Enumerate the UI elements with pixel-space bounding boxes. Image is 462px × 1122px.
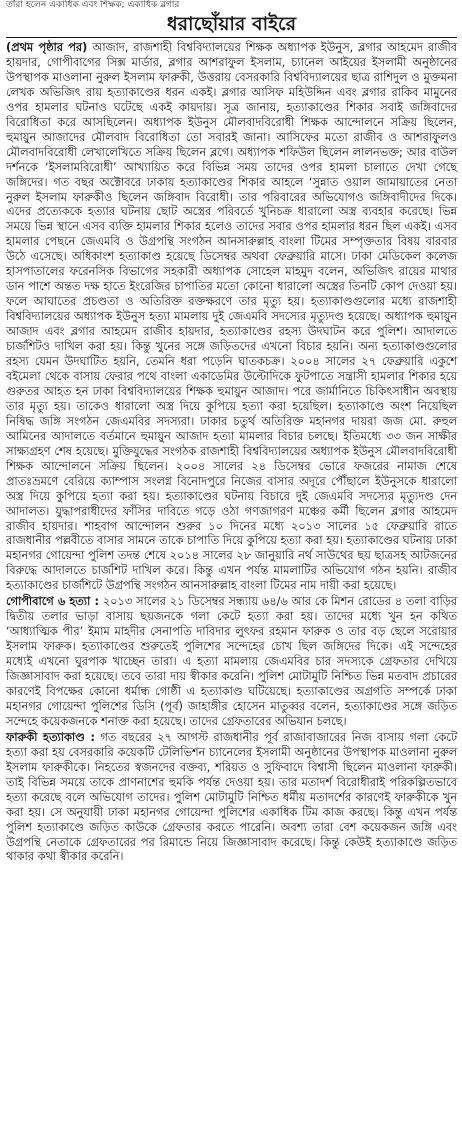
article-paragraph-gopibag <box>6 595 457 730</box>
paragraph-text: ২০১৩ সালের ২১ ডিসেম্বর সন্ধ্যায় ৬৪/৬ আর কে মিশন রোডের ৪ তলা বাড়ির দ্বিতীয় তলার ভাড়া বাসায় ছয়জনকে গলা কেটে হত্যা করা হয়। তাদের মধ্যে খুন হন কথিত ‘আধ্যাত্মিক পীর’ ইমাম মাহদীর সেনাপতি দাবিদার লুৎফর রহমান ফারুক ও তার বড় ছেলে সরোয়ার ইসলাম ফারুক। হত্যাকাণ্ডের শুরুতেই পুলিশের সন্দেহের চোখ ছিল জঙ্গিদের দিকে। এই সন্দেহের মধ্যেই এখনো ঘুরপাক খাচ্ছেন তারা। এ হত্যা মামলায় জেএমবির চার সদস্যকে গ্রেফতার দেখিয়ে জিজ্ঞাসাবাদ করা হয়েছে। তবে তারা দায় স্বীকার করেনি। পুলিশ মোটামুটি নিশ্চিত ভিন্ন মতবাদ প্রচারের কারণেই বিপক্ষের কোনো ধর্মান্ধ গোষ্ঠী এ হত্যাকাণ্ড ঘটিয়েছে। হত্যাকাণ্ডের অগ্রগতি সম্পর্কে ঢাকা মহানগর গোয়েন্দা পুলিশের ডিসি (পূর্ব) জাহাঙ্গীর হোসেন মাতুব্বর বলেন, হত্যাকাণ্ডের সঙ্গে জড়িত সন্দেহে কয়েকজনকে শনাক্ত করা হয়েছে। তাদের গ্রেফতারের অভিযান চলছে। <box>6 595 457 728</box>
section-heading-faruki: ফারুকী হত্যাকাণ্ড : <box>6 730 95 744</box>
continuation-marker: (প্রথম পৃষ্ঠার পর) <box>6 41 88 54</box>
paragraph-text: আজাদ, রাজশাহী বিশ্ববিদ্যালয়ের শিক্ষক অধ্যাপক ইউনুস, ব্লগার আহমেদ রাজীব হায়দার, গোপীবাগের সিক্স মার্ডার, ব্লগার আশরাফুল ইসলাম, চ্যানেল আইয়ের ইসলামী অনুষ্ঠানের উপস্থাপক মাওলানা নুরুল ইসলাম ফারুকী, উত্তরায় বেসরকারি বিশ্ববিদ্যালয়ের ছাত্র রাশিদুল ও মুক্তমনা লেখক অভিজিৎ রায় হত্যাকাণ্ডের ধরন একই। ব্লগার আসিফ মহিউদ্দিন এবং ব্লগার রাকিব মামুনের ওপর হামলার ঘটনাও ঘটেছে একই কায়দায়। সূত্র জানায়, হত্যাকাণ্ডের শিকার সবাই জঙ্গিবাদের বিরোধিতা করে আসছিলেন। অধ্যাপক ইউনুস মৌলবাদবিরোধী শিক্ষক আন্দোলনে সক্রিয় ছিলেন, হুমায়ুন আজাদের মৌলবাদ বিরোধিতা তো সবারই জানা। আসিফের মতো রাজীব ও আশরাফুলও মৌলবাদবিরোধী লেখালেখিতে সক্রিয় ছিলেন ব্লগে। অধ্যাপক শফিউল ছিলেন লালনভক্ত; আর বাউল দর্শনকে ‘ইসলামবিরোধী’ আখ্যায়িত করে বিভিন্ন সময় তাদের ওপর হামলা চালাতে দেখা গেছে জঙ্গিদের। গত বছর অক্টোবরে ঢাকায় হত্যাকাণ্ডের শিকার আহলে ‘সুন্নাত ওয়াল জামায়াতের নেতা নুরুল ইসলাম ফারুকীও ছিলেন জঙ্গিবাদ বিরোধী। তার পরিবারের অভিযোগও জঙ্গিবাদীদের দিকে। এদের প্রত্যেককে হত্যার ঘটনায় ছোট অস্ত্রের পরিবর্তে খুনিচক্র ধারালো অস্ত্র ব্যবহার করেছে। ভিন্ন সময়ে ভিন্ন স্থানে এসব ব্যক্তি হামলার শিকার হলেও তাদের সবার ওপর হামলার ধরন ছিল একই। এসব হামলার পেছনে জেএমবি ও উগ্রপন্থি সংগঠন আনসারুল্লাহ বাংলা টিমের সম্পৃক্ততার বিষয় বারবার উঠে এসেছে। অধিকাংশ হত্যাকাণ্ড হয়েছে ডিসেম্বর অথবা ফেব্রুয়ারি মাসে। ঢাকা মেডিকেল কলেজ হাসপাতালের ফরেনসিক বিভাগের সহকারী অধ্যাপক সোহেল মাহমুদ বলেন, অভিজিৎ রায়ের মাথার ডান পাশে অন্তত দক্ষ হাতে ইংরেজির চাপাতির মতো কোনো ধারালো অস্ত্রের তিনটি কোপ দেওয়া হয়। ফলে আঘাতের প্রচণ্ডতা ও অতিরিক্ত রক্তক্ষরণে তার মৃত্যু হয়। হত্যাকাণ্ডগুলোর মধ্যে রাজশাহী বিশ্ববিদ্যালয়ের অধ্যাপক ইউনুস হত্যা মামলায় দুই জেএমবি সদস্যের মৃত্যুদণ্ড হয়েছে। অধ্যাপক হুমায়ুন আজাদ এবং ব্লগার আহমেদ রাজীব হায়দার, হত্যাকাণ্ডের রহস্য উদঘাটন করে পুলিশ। আদালতে চার্জশিটও দাখিল করা হয়। কিন্তু খুনের সঙ্গে জড়িতদের এখনো বিচার হয়নি। অন্য হত্যাকাণ্ডগুলোর রহস্য যেমন উদঘাটিত হয়নি, তেমনি ধরা পড়েনি ঘাতকচক্র। ২০০৪ সালের ২৭ ফেব্রুয়ারি একুশে বইমেলা থেকে বাসায় ফেরার পথে বাংলা একাডেমির উল্টোদিকে ফুটপাতে সন্ত্রাসী হামলার শিকার হয়ে গুরুতর আহত হন ঢাকা বিশ্ববিদ্যালয়ের শিক্ষক হুমায়ুন আজাদ। পরে জার্মানিতে চিকিৎসাধীন অবস্থায় তার মৃত্যু হয়। তাকেও ধারালো অস্ত্র দিয়ে কুপিয়ে হত্যা করা হয়েছিল। হত্যাকাণ্ডে অংশ নিয়েছিল নিষিদ্ধ জঙ্গি সংগঠন জেএমবির সদস্যরা। ঢাকার চতুর্থ অতিরিক্ত মহানগর দায়রা জজ মো. রুহুল আমিনের আদালতে বর্তমানে হুমায়ুন আজাদ হত্যা মামলার বিচার চলছে। ইতিমধ্যে ৩৩ জন সাক্ষীর সাক্ষ্যগ্রহণ শেষ হয়েছে। মুক্তিযুদ্ধের সংগঠক রাজশাহী বিশ্ববিদ্যালয়ের অধ্যাপক ইউনুস মৌলবাদবিরোধী শিক্ষক আন্দোলনে সক্রিয় ছিলেন। ২০০৪ সালের ২৪ ডিসেম্বর ভোরে ফজরের নামাজ শেষে প্রাতঃভ্রমণে বেরিয়ে ক্যাম্পাস সংলগ্ন বিনোদপুরে নিজের বাসার অদূরে পৌঁছালে ইউনুসকে ধারালো অস্ত্র দিয়ে কুপিয়ে হত্যা করা হয়। হত্যাকাণ্ডের ঘটনায় বিচারে দুই জেএমবি সদস্যের মৃত্যুদণ্ড দেন আদালত। যুদ্ধাপরাধীদের ফাঁসির দাবিতে গড়ে ওঠা গণজাগরণ মঞ্চের কর্মী ছিলেন ব্লগার আহমেদ রাজীব হায়দার। শাহবাগ আন্দোলন শুরুর ১০ দিনের মধ্যে ২০১৩ সালের ১৫ ফেব্রুয়ারি রাতে রাজধানীর পল্লবীতে বাসার সামনে তাকে চাপাতি দিয়ে কুপিয়ে হত্যা করা হয়। হত্যাকাণ্ডের ঘটনায় ঢাকা মহানগর গোয়েন্দা পুলিশ তদন্ত শেষে ২০১৪ সালের ২৮ জানুয়ারি নর্থ সাউথের ছয় ছাত্রসহ আটজনের বিরুদ্ধে আদালতে চার্জশিট দাখিল করে। কিন্তু এখন পর্যন্ত মামলাটির অভিযোগ গঠন হয়নি। রাজীব হত্যাকাণ্ডের চার্জশিটে উগ্রপন্থি সংগঠন আনসারুল্লাহ বাংলা টিমের নাম দায়ী করা হয়েছে। <box>6 41 457 593</box>
article-paragraph-faruki <box>6 731 457 866</box>
article-paragraph-continuation <box>6 41 457 594</box>
paragraph-text: গত বছরের ২৭ আগস্ট রাজধানীর পূর্ব রাজাবাজারের নিজ বাসায় গলা কেটে হত্যা করা হয় বেসরকারি কয়েকটি টেলিভিশন চ্যানেলের ইসলামী অনুষ্ঠানের উপস্থাপক মাওলানা নুরুল ইসলাম ফারুকীকে। নিহতের স্বজনদের বক্তব্য, শরিয়ত ও সুফিবাদে বিশ্বাসী ছিলেন মাওলানা ফারুকী। তাই বিভিন্ন সময়ে তাকে প্রাণনাশের হুমকি পর্যন্ত দেওয়া হয়। তার মতাদর্শ বিরোধীরাই পরিকল্পিতভাবে হত্যা করেছে বলে অভিযোগ তাদের। পুলিশ মোটামুটি নিশ্চিত ধর্মীয় মতাদর্শের কারণেই ফারুকীকে খুন করা হয়। সে অনুযায়ী ঢাকা মহানগর গোয়েন্দা পুলিশের একাধিক টিম কাজ করছে। কিন্তু এখন পর্যন্ত পুলিশ হত্যাকাণ্ডে জড়িত কাউকে গ্রেফতার করতে পারেনি। অবশ্য তারা বেশ কয়েকজন জঙ্গি এবং উগ্রপন্থি নেতাকে গ্রেফতারের পর রিমান্ডে নিয়ে জিজ্ঞাসাবাদ করেছে। কিন্তু কেউই হত্যাকাণ্ডে জড়িত থাকার কথা স্বীকার করেনি। <box>6 730 457 864</box>
previous-article-fragment: তাঁরা হলেন একাধিক এবং শিক্ষক; একাধিক ব্লগার <box>6 0 180 10</box>
article-headline: ধরাছোঁয়ার বাইরে <box>166 13 297 35</box>
headline-divider <box>6 37 457 38</box>
section-heading-gopibag: গোপীবাগে ৬ হত্যা : <box>6 595 99 609</box>
